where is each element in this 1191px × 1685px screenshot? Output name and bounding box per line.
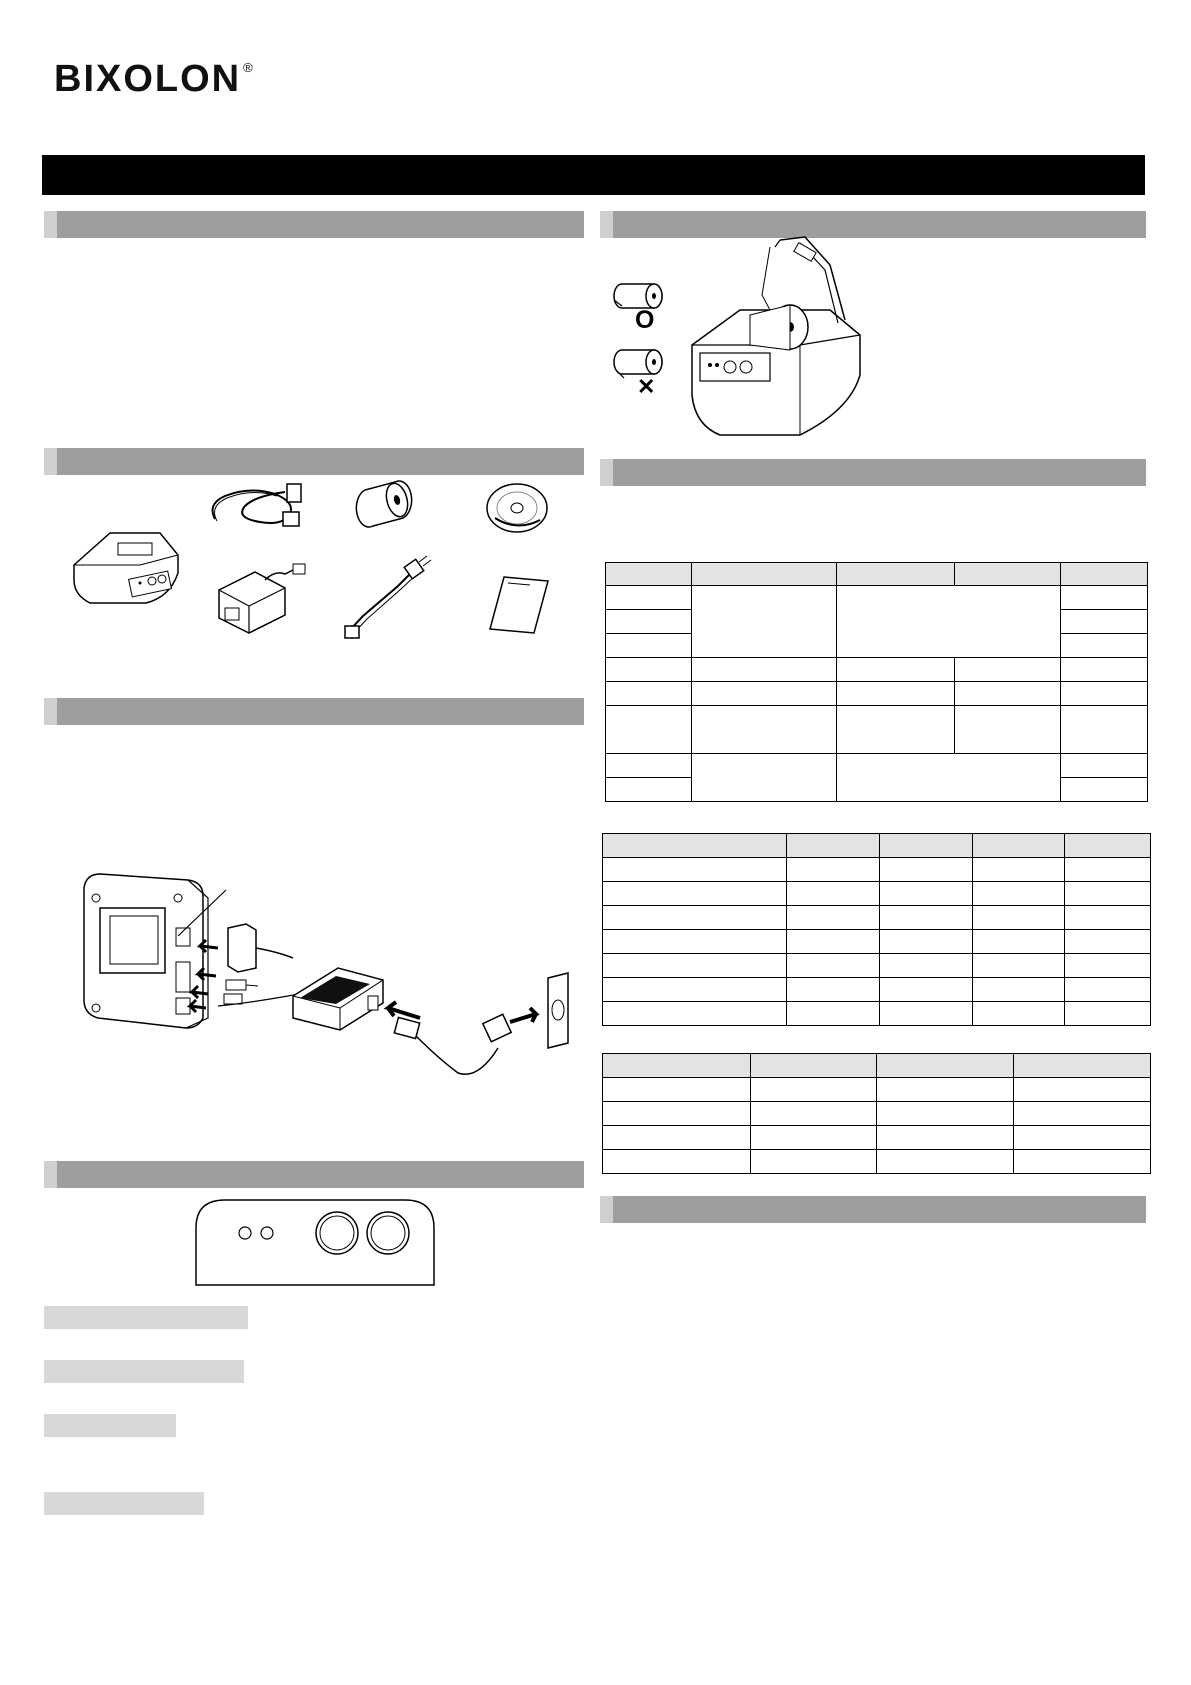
table-row bbox=[603, 882, 1151, 906]
table-row bbox=[603, 1078, 1151, 1102]
bixolon-logo bbox=[54, 58, 253, 101]
dip-switch-table-2 bbox=[602, 833, 1151, 1026]
printer-illustration bbox=[70, 525, 182, 605]
dip-switch-table-1 bbox=[605, 562, 1148, 802]
table-row bbox=[603, 1054, 1151, 1078]
cd-rom-illustration bbox=[485, 480, 550, 535]
section-header-contents bbox=[44, 448, 584, 475]
section-header-connection bbox=[44, 698, 584, 725]
incorrect-mark: ✕ bbox=[637, 374, 656, 399]
interface-cable-illustration bbox=[205, 474, 315, 534]
power-adapter-illustration bbox=[215, 560, 315, 635]
paper-roll-illustration bbox=[355, 478, 415, 533]
section-header-control-panel bbox=[44, 1161, 584, 1188]
title-bar bbox=[42, 155, 1145, 195]
table-row bbox=[603, 1150, 1151, 1174]
section-header-1 bbox=[44, 211, 584, 238]
table-row bbox=[603, 906, 1151, 930]
registered-mark: ® bbox=[243, 60, 255, 75]
table-row bbox=[603, 1126, 1151, 1150]
label-bar-1 bbox=[44, 1306, 248, 1329]
table-row bbox=[603, 1002, 1151, 1026]
control-panel-illustration bbox=[195, 1198, 435, 1286]
table-row bbox=[606, 586, 1148, 610]
table-row bbox=[603, 834, 1151, 858]
label-bar-4 bbox=[44, 1492, 204, 1515]
table-row bbox=[606, 682, 1148, 706]
printer-open-illustration bbox=[680, 235, 890, 440]
table-row bbox=[606, 706, 1148, 754]
table-row bbox=[606, 658, 1148, 682]
power-cord-illustration bbox=[343, 556, 433, 641]
manual-illustration bbox=[490, 575, 550, 635]
table-row bbox=[603, 930, 1151, 954]
table-row bbox=[606, 754, 1148, 778]
table-row bbox=[603, 954, 1151, 978]
section-header-paper bbox=[600, 211, 1146, 238]
table-row bbox=[606, 563, 1148, 586]
table-row bbox=[603, 858, 1151, 882]
dip-switch-table-3 bbox=[602, 1053, 1151, 1174]
label-bar-2 bbox=[44, 1360, 244, 1383]
label-bar-3 bbox=[44, 1414, 176, 1437]
section-header-right-bottom bbox=[600, 1196, 1146, 1223]
section-header-dip-switch bbox=[600, 459, 1146, 486]
connection-diagram-illustration bbox=[78, 868, 578, 1148]
table-row bbox=[603, 978, 1151, 1002]
correct-mark: O bbox=[635, 306, 655, 334]
logo-text: BIXOLON bbox=[54, 58, 242, 100]
table-row bbox=[603, 1102, 1151, 1126]
